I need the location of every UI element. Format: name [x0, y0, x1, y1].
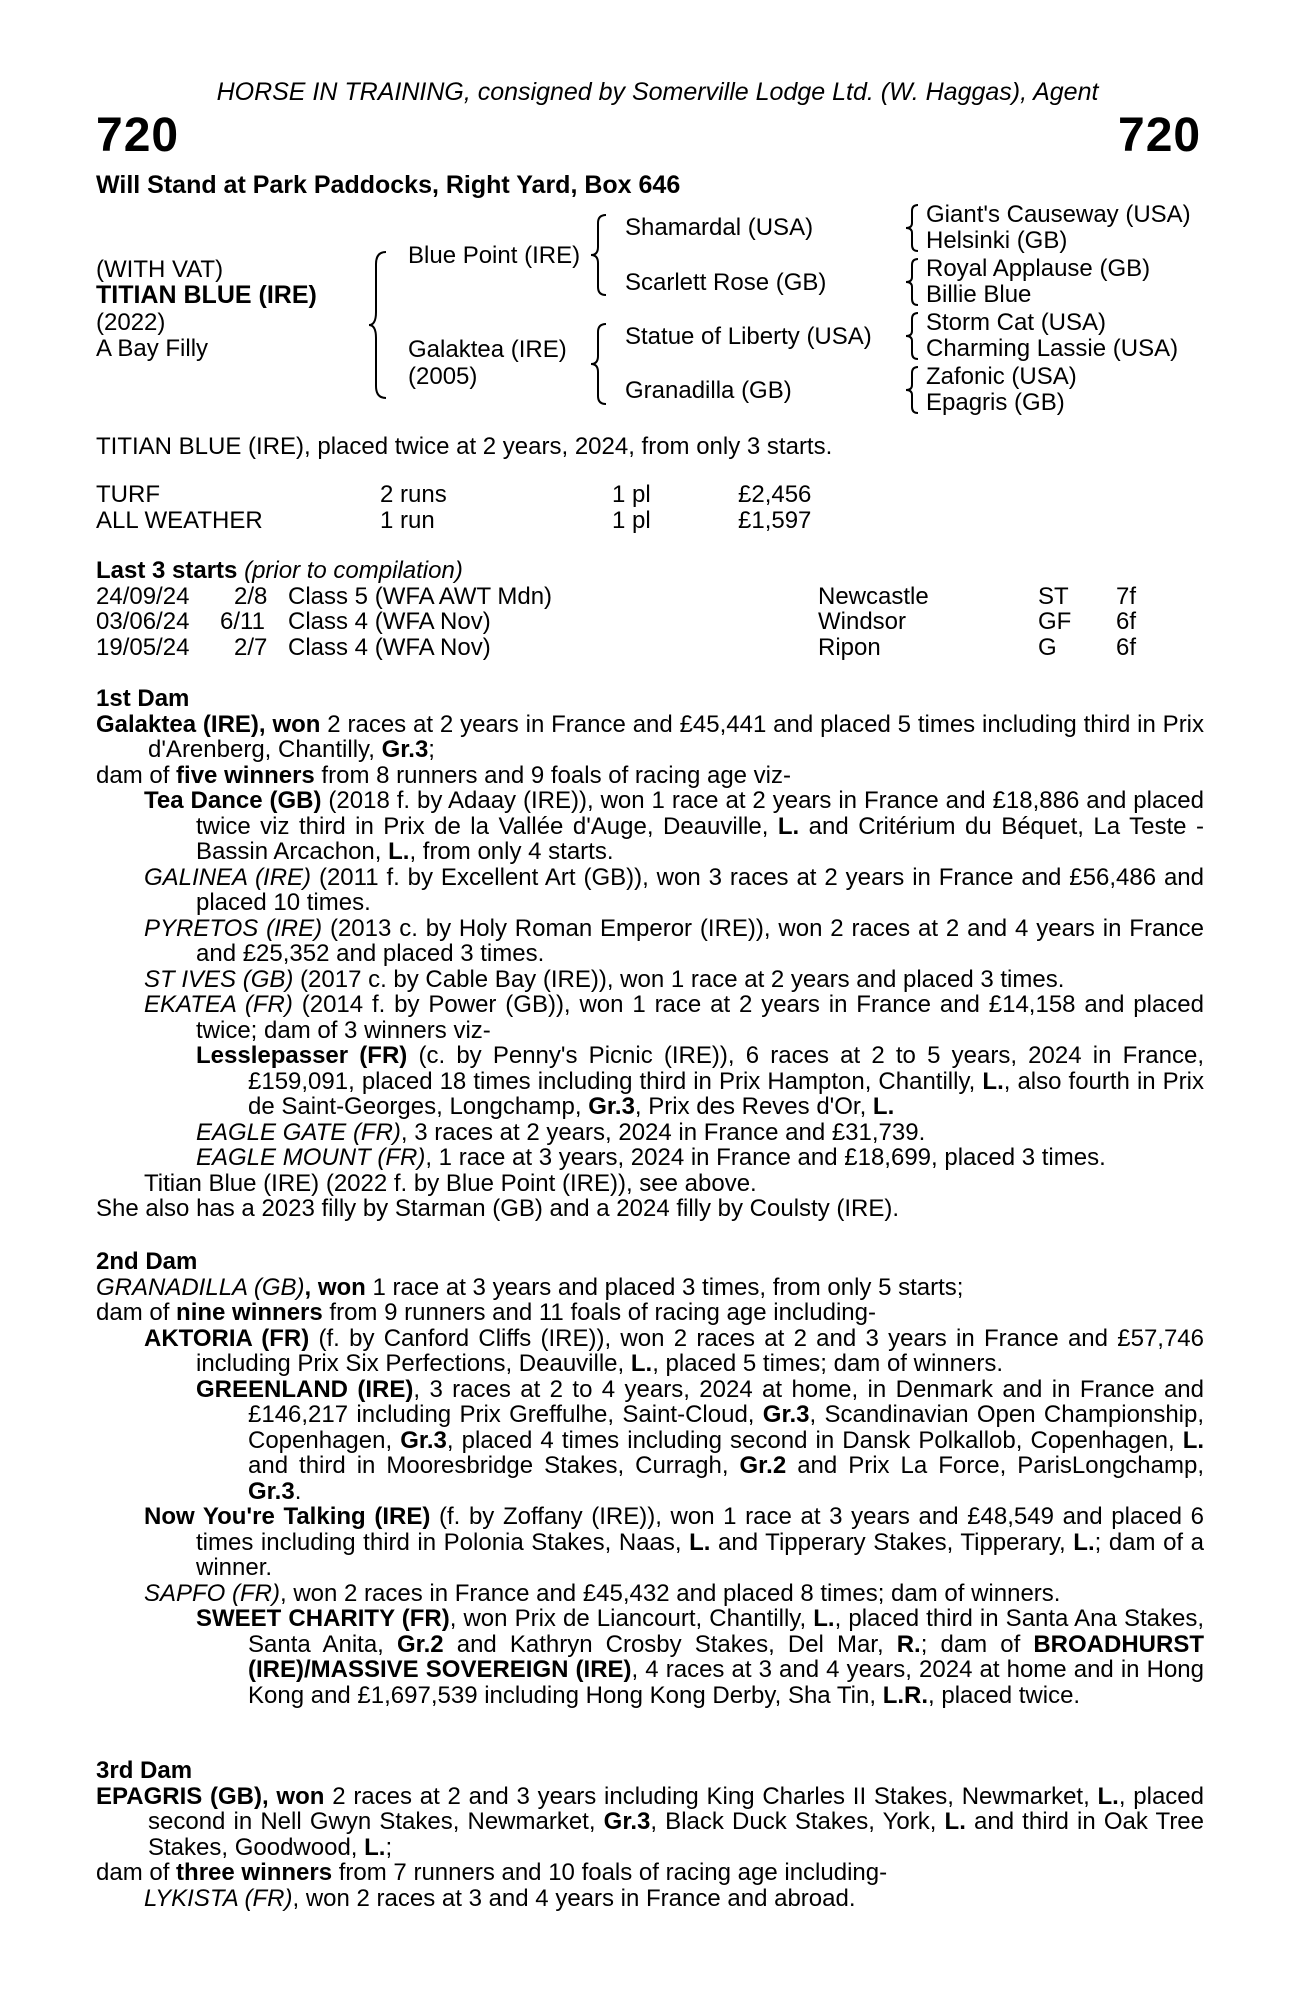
second-dam-produce-pre: dam of — [96, 1299, 177, 1326]
eagle-gate-name: EAGLE GATE (FR) — [196, 1118, 401, 1146]
broadhurst-name: BROADHURST (IRE)/MASSIVE SOVEREIGN (IRE) — [248, 1630, 1205, 1683]
greenland-t5: and Prix La Force, ParisLongchamp, — [786, 1452, 1205, 1479]
aktoria-g1: L. — [630, 1350, 653, 1377]
pedigree-ssd: Helsinki (GB) — [926, 227, 1068, 254]
third-dam-t2: , placed second in Nell Gwyn Stakes, Newmarket, — [148, 1782, 1205, 1835]
start-going-0: ST — [1038, 583, 1069, 610]
pedigree-dsd: Charming Lassie (USA) — [926, 335, 1179, 362]
third-dam-g2: Gr.3 — [603, 1808, 651, 1835]
first-dam-text: 2 races at 2 years in France and £45,441 and placed 5 times including third in Prix d'Arenberg, Chantilly, — [148, 710, 1205, 763]
racing-summary: TITIAN BLUE (IRE), placed twice at 2 years, 2024, from only 3 starts. — [96, 433, 833, 460]
record-placed-1: 1 pl — [612, 507, 651, 534]
first-dam-produce — [96, 763, 1204, 789]
produce-now-youre-talking — [96, 1504, 1204, 1581]
pedigree-sds: Royal Applause (GB) — [926, 255, 1151, 282]
first-dam-grade: Gr.3 — [381, 736, 429, 763]
now-youre-talking-g1: L. — [689, 1528, 711, 1556]
third-dam-produce-pre: dam of — [96, 1859, 177, 1886]
record-earnings-0: £2,456 — [738, 481, 812, 508]
greenland-t6: . — [294, 1477, 302, 1505]
third-dam-winners: three winners — [176, 1859, 333, 1886]
start-date-2: 19/05/24 — [96, 634, 190, 661]
first-dam-winners: five winners — [176, 761, 315, 789]
first-dam-record — [96, 712, 1204, 763]
greenland-g4: Gr.2 — [739, 1452, 787, 1479]
pedigree-dam: Galaktea (IRE) — [408, 336, 567, 363]
sweet-charity-t1: , won Prix de Liancourt, Chantilly, — [449, 1605, 814, 1632]
start-pos-2: 2/7 — [234, 634, 268, 661]
pedigree-sss: Giant's Causeway (USA) — [926, 201, 1191, 228]
pedigree-ddd: Epagris (GB) — [926, 389, 1065, 416]
first-dam-won: , won — [258, 710, 321, 738]
now-youre-talking-name: Now You're Talking (IRE) — [144, 1503, 431, 1530]
galinea-name: GALINEA (IRE) — [144, 863, 312, 891]
tea-dance-t1: (2018 f. by Adaay (IRE)), won 1 race at 2 years in France and £18,886 and placed twice viz third in Prix de la Vallée d'Auge, Deauville, — [196, 787, 1204, 840]
pedigree-brace-dd — [904, 365, 922, 415]
pedigree-sire-dam: Scarlett Rose (GB) — [625, 269, 827, 296]
sweet-charity-t4: ; dam of — [920, 1630, 1034, 1658]
start-pos-0: 2/8 — [234, 583, 268, 610]
start-going-2: G — [1038, 634, 1057, 661]
greenland-t3: , placed 4 times including second in Dansk Polkallob, Copenhagen, — [446, 1426, 1183, 1454]
ekatea-name: EKATEA (FR) — [144, 991, 293, 1018]
produce-lykista — [96, 1886, 1204, 1912]
third-dam-record — [96, 1784, 1204, 1861]
greenland-g1: Gr.3 — [762, 1401, 810, 1428]
third-dam-name: EPAGRIS (GB) — [96, 1782, 262, 1810]
first-dam-name: Galaktea (IRE) — [96, 710, 259, 738]
horse-description: A Bay Filly — [96, 335, 209, 362]
produce-tea-dance — [96, 788, 1204, 865]
second-dam-won: , won — [304, 1273, 366, 1301]
pedigree-brace-main — [368, 250, 390, 400]
lesslepasser-g2: Gr.3 — [588, 1093, 635, 1120]
sweet-charity-t2: , placed third in Santa Ana Stakes, Santa Anita, — [248, 1605, 1204, 1658]
third-dam-t4: and third in Oak Tree Stakes, Goodwood, — [148, 1808, 1205, 1861]
start-course-0: Newcastle — [818, 583, 929, 610]
record-surface-0: TURF — [96, 481, 160, 508]
start-dist-0: 7f — [1116, 583, 1137, 610]
third-dam-g4: L. — [364, 1833, 386, 1861]
pedigree-dam-year: (2005) — [408, 363, 478, 390]
stand-location: Will Stand at Park Paddocks, Right Yard, Box 646 — [96, 171, 681, 199]
sweet-charity-t3: and Kathryn Crosby Stakes, Del Mar, — [443, 1630, 897, 1658]
start-date-0: 24/09/24 — [96, 583, 190, 610]
third-dam-section — [96, 1758, 1204, 1911]
lesslepasser-t2: , also fourth in Prix de Saint-Georges, Longchamp, — [248, 1067, 1204, 1120]
second-dam-record — [96, 1275, 1204, 1301]
second-dam-name: GRANADILLA (GB) — [96, 1273, 305, 1301]
pedigree-brace-ds — [904, 311, 922, 361]
now-youre-talking-t3: ; dam of a winner. — [196, 1528, 1204, 1581]
second-dam-title: 2nd Dam — [96, 1248, 198, 1275]
eagle-mount-text: , 1 race at 3 years, 2024 in France and £18,699, placed 3 times. — [425, 1144, 1106, 1171]
produce-greenland — [96, 1377, 1204, 1505]
aktoria-t2: , placed 5 times; dam of winners. — [652, 1350, 1004, 1377]
record-runs-0: 2 runs — [380, 481, 447, 508]
lesslepasser-t1: (c. by Penny's Picnic (IRE)), 6 races at 2 to 5 years, 2024 in France, £159,091, placed 18 times including third in Prix Hampton, Chantilly, — [248, 1042, 1204, 1095]
sweet-charity-g3: R. — [896, 1630, 921, 1658]
lesslepasser-g1: L. — [982, 1067, 1004, 1095]
start-date-1: 03/06/24 — [96, 608, 190, 635]
third-dam-t5: ; — [385, 1833, 393, 1861]
tea-dance-t3: , from only 4 starts. — [409, 838, 614, 865]
produce-pyretos — [96, 916, 1204, 967]
horse-name: TITIAN BLUE (IRE) — [96, 281, 317, 309]
greenland-t1: , 3 races at 2 to 4 years, 2024 at home, in Denmark and in France and £146,217 including Prix Greffulhe, Saint-Cloud, — [248, 1375, 1204, 1428]
second-dam-text: 1 race at 3 years and placed 3 times, from only 5 starts; — [365, 1273, 964, 1301]
start-course-1: Windsor — [818, 608, 907, 635]
eagle-gate-text: , 3 races at 2 years, 2024 in France and £31,739. — [400, 1118, 926, 1146]
first-dam-produce-post: from 8 runners and 9 foals of racing age viz- — [314, 761, 792, 789]
produce-aktoria — [96, 1326, 1204, 1377]
pedigree-sire-sire: Shamardal (USA) — [625, 214, 814, 241]
sapfo-name: SAPFO (FR) — [144, 1579, 280, 1607]
greenland-g5: Gr.3 — [248, 1477, 295, 1505]
pyretos-name: PYRETOS (IRE) — [144, 914, 323, 942]
lesslepasser-g3: L. — [872, 1093, 895, 1120]
first-dam-section — [96, 686, 1204, 1222]
start-dist-1: 6f — [1116, 608, 1137, 635]
pyretos-text: (2013 c. by Holy Roman Emperor (IRE)), won 2 races at 2 and 4 years in France and £25,352 and placed 3 times. — [196, 914, 1204, 967]
record-surface-1: ALL WEATHER — [96, 507, 263, 534]
consignment-line: HORSE IN TRAINING, consigned by Somerville Lodge Ltd. (W. Haggas), Agent — [216, 78, 1099, 106]
first-dam-also: She also has a 2023 filly by Starman (GB) and a 2024 filly by Coulsty (IRE). — [96, 1195, 900, 1222]
pedigree-sire: Blue Point (IRE) — [408, 242, 581, 269]
pedigree-brace-ss — [904, 203, 922, 253]
pedigree-dds: Zafonic (USA) — [926, 363, 1077, 390]
third-dam-won: , won — [262, 1782, 325, 1810]
second-dam-winners: nine winners — [176, 1299, 323, 1326]
start-race-2: Class 4 (WFA Nov) — [288, 634, 491, 661]
pedigree-brace-sire — [590, 213, 610, 297]
vat-note: (WITH VAT) — [96, 256, 224, 283]
greenland-g3: L. — [1182, 1426, 1205, 1454]
sapfo-text: , won 2 races in France and £45,432 and placed 8 times; dam of winners. — [280, 1579, 1061, 1607]
sweet-charity-name: SWEET CHARITY (FR) — [196, 1605, 450, 1632]
pedigree-brace-dam — [590, 322, 610, 406]
now-youre-talking-g2: L. — [1073, 1528, 1095, 1556]
last-starts-note: (prior to compilation) — [244, 557, 463, 584]
sweet-charity-t6: , placed twice. — [928, 1681, 1081, 1709]
lesslepasser-name: Lesslepasser (FR) — [196, 1042, 408, 1069]
produce-eagle-mount — [96, 1145, 1204, 1171]
second-dam-produce — [96, 1300, 1204, 1326]
record-placed-0: 1 pl — [612, 481, 651, 508]
second-dam-section — [96, 1249, 1204, 1708]
produce-eagle-gate — [96, 1120, 1204, 1146]
lesslepasser-t3: , Prix des Reves d'Or, — [634, 1093, 873, 1120]
greenland-t2: , Scandinavian Open Championship, Copenhagen, — [248, 1401, 1205, 1454]
sweet-charity-t5: , 4 races at 3 and 4 years, 2024 at home and in Hong Kong and £1,697,539 including Hong Kong Derby, Sha Tin, — [248, 1656, 1204, 1709]
greenland-name: GREENLAND (IRE) — [196, 1375, 414, 1403]
third-dam-t3: , Black Duck Stakes, York, — [650, 1808, 945, 1835]
third-dam-produce-post: from 7 runners and 10 foals of racing age including- — [332, 1859, 888, 1886]
pedigree-dss: Storm Cat (USA) — [926, 309, 1107, 336]
aktoria-name: AKTORIA (FR) — [144, 1324, 310, 1352]
now-youre-talking-t1: (f. by Zoffany (IRE)), won 1 race at 3 years and £48,549 and placed 6 times including third in Polonia Stakes, Naas, — [196, 1503, 1204, 1556]
galinea-text: (2011 f. by Excellent Art (GB)), won 3 races at 2 years in France and £56,486 and placed 10 times. — [196, 863, 1205, 916]
pedigree-brace-sd — [904, 257, 922, 307]
third-dam-t1: 2 races at 2 and 3 years including King Charles II Stakes, Newmarket, — [324, 1782, 1098, 1810]
produce-galinea — [96, 865, 1204, 916]
start-going-1: GF — [1038, 608, 1072, 635]
start-race-1: Class 4 (WFA Nov) — [288, 608, 491, 635]
ekatea-text: (2014 f. by Power (GB)), won 1 race at 2 years in France and £14,158 and placed twice; dam of 3 winners viz- — [196, 991, 1205, 1044]
start-pos-1: 6/11 — [220, 608, 265, 635]
now-youre-talking-t2: and Tipperary Stakes, Tipperary, — [710, 1528, 1074, 1556]
first-dam-produce-pre: dam of — [96, 761, 177, 789]
start-race-0: Class 5 (WFA AWT Mdn) — [288, 583, 553, 610]
produce-sapfo — [96, 1581, 1204, 1607]
record-runs-1: 1 run — [380, 507, 435, 534]
third-dam-g1: L. — [1097, 1782, 1119, 1810]
first-dam-title: 1st Dam — [96, 685, 190, 712]
lykista-name: LYKISTA (FR) — [144, 1884, 293, 1912]
sweet-charity-g4: L.R. — [882, 1681, 929, 1709]
produce-lesslepasser — [96, 1043, 1204, 1120]
third-dam-title: 3rd Dam — [96, 1757, 193, 1784]
aktoria-t1: (f. by Canford Cliffs (IRE)), won 2 races at 2 and 3 years in France and £57,746 including Prix Six Perfections, Deauville, — [196, 1324, 1204, 1377]
third-dam-produce — [96, 1860, 1204, 1886]
eagle-mount-name: EAGLE MOUNT (FR) — [196, 1144, 426, 1171]
produce-ekatea — [96, 992, 1204, 1043]
tea-dance-name: Tea Dance (GB) — [144, 787, 322, 814]
start-dist-2: 6f — [1116, 634, 1137, 661]
produce-sweet-charity — [96, 1606, 1204, 1708]
pedigree-dam-sire: Statue of Liberty (USA) — [625, 323, 872, 350]
pedigree-dam-dam: Granadilla (GB) — [625, 377, 792, 404]
greenland-g2: Gr.3 — [400, 1426, 447, 1454]
lykista-text: , won 2 races at 3 and 4 years in France and abroad. — [292, 1884, 856, 1912]
lot-number-left: 720 — [96, 109, 180, 162]
horse-year: (2022) — [96, 309, 166, 336]
tea-dance-g2: L. — [388, 838, 410, 865]
third-dam-g3: L. — [944, 1808, 966, 1835]
sweet-charity-g1: L. — [813, 1605, 835, 1632]
sweet-charity-g2: Gr.2 — [396, 1630, 444, 1658]
tea-dance-t2: and Critérium du Béquet, La Teste - Bassin Arcachon, — [196, 812, 1204, 865]
record-earnings-1: £1,597 — [738, 507, 812, 534]
st-ives-text: (2017 c. by Cable Bay (IRE)), won 1 race at 2 years and placed 3 times. — [293, 965, 1065, 993]
pedigree-sdd: Billie Blue — [926, 281, 1032, 308]
produce-titian-blue: Titian Blue (IRE) (2022 f. by Blue Point (IRE)), see above. — [144, 1169, 757, 1197]
start-course-2: Ripon — [818, 634, 881, 661]
first-dam-end: ; — [428, 736, 435, 763]
last-starts-heading — [96, 558, 463, 584]
last-starts-title: Last 3 starts — [96, 557, 238, 584]
tea-dance-g1: L. — [777, 812, 800, 840]
second-dam-produce-post: from 9 runners and 11 foals of racing age including- — [322, 1299, 876, 1326]
lot-number-right: 720 — [1118, 109, 1202, 162]
greenland-t4: and third in Mooresbridge Stakes, Curragh, — [248, 1452, 740, 1479]
produce-st-ives — [96, 967, 1204, 993]
st-ives-name: ST IVES (GB) — [144, 965, 294, 993]
